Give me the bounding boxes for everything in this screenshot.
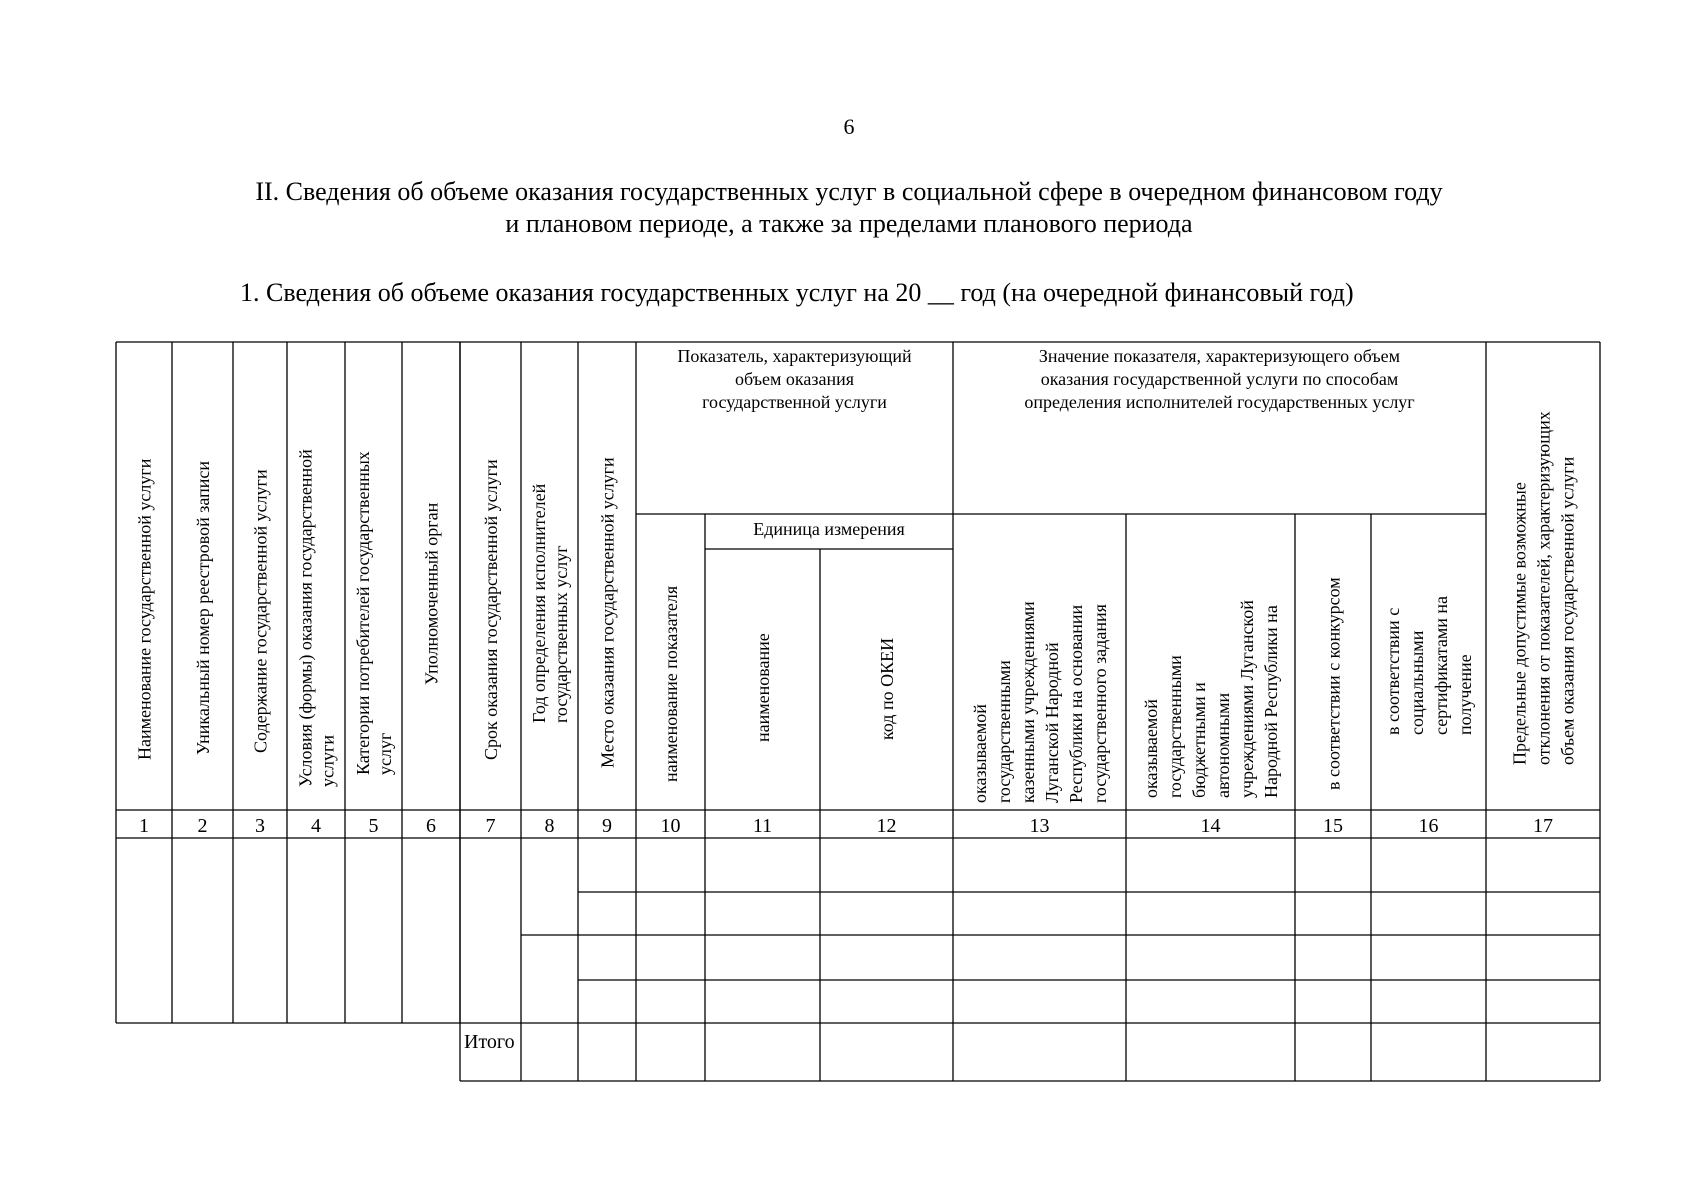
column-number-16: 16	[1418, 815, 1439, 837]
column-number-11: 11	[752, 815, 773, 837]
header-determination-year-line-1: Год определения исполнителей	[528, 483, 549, 723]
header-value-competition-line-1: в соответствии с конкурсом	[1323, 577, 1344, 790]
header-value-state-task-line-1: оказываемой	[969, 704, 990, 803]
column-number-4: 4	[311, 815, 321, 837]
header-value-state-task-line-2: государственными	[993, 660, 1014, 803]
header-value-budget-institutions-line-4: автономными	[1212, 692, 1233, 798]
header-value-state-task-line-4: Луганской Народной	[1041, 642, 1062, 803]
header-service-place-line-1: Место оказания государственной услуги	[597, 457, 618, 768]
header-value-state-task-line-6: государственного задания	[1089, 604, 1110, 803]
header-consumer-categories-line-1: Категории потребителей государственных	[352, 451, 373, 775]
header-value-group-line-1: Значение показателя, характеризующего объем	[1038, 346, 1401, 366]
header-permissible-deviations-line-1: Предельные допустимые возможные	[1509, 482, 1530, 765]
header-value-certificates-line-4: получение	[1454, 654, 1475, 735]
header-value-certificates-line-2: социальными	[1406, 630, 1427, 735]
header-authorized-body-line-1: Уполномоченный орган	[421, 502, 442, 685]
table-grid	[116, 342, 1600, 1081]
header-value-state-task-line-3: казенными учреждениями	[1017, 601, 1038, 803]
column-number-8: 8	[544, 815, 555, 837]
header-value-budget-institutions-line-1: оказываемой	[1140, 699, 1161, 798]
header-value-group-line-3: определения исполнителей государственных услуг	[1024, 392, 1415, 412]
header-value-certificates-line-1: в соответствии с	[1382, 607, 1403, 735]
column-number-15: 15	[1323, 815, 1343, 837]
page-number: 6	[843, 114, 855, 139]
header-consumer-categories-line-2: услуг	[374, 732, 395, 775]
header-service-conditions-line-2: услуги	[317, 735, 338, 787]
column-number-9: 9	[602, 815, 612, 837]
header-value-group-line-2: оказания государственной услуги по способам	[1040, 369, 1399, 389]
header-permissible-deviations-line-3: объем оказания государственной услуги	[1557, 456, 1578, 765]
table-labels	[134, 346, 1577, 1053]
section-title-line-2: и плановом периоде, а также за пределами планового периода	[505, 209, 1193, 238]
header-value-budget-institutions-line-3: бюджетными и	[1188, 682, 1209, 798]
total-label: Итого	[464, 1031, 515, 1053]
header-indicator-name-line-1: наименование показателя	[660, 585, 681, 782]
header-value-budget-institutions-line-6: Народной Республики на	[1260, 605, 1281, 798]
header-service-conditions-line-1: Условия (формы) оказания государственной	[295, 449, 316, 787]
header-okei-code-line-1: код по ОКЕИ	[876, 637, 897, 740]
header-value-budget-institutions-line-5: учреждениями Луганской	[1236, 600, 1257, 798]
header-service-content-line-1: Содержание государственной услуги	[250, 469, 271, 753]
column-number-6: 6	[426, 815, 436, 837]
header-indicator-group-line-2: объем оказания	[734, 369, 855, 389]
subsection-title: 1. Сведения об объеме оказания государственных услуг на 20 __ год (на очередной финансовый год)	[240, 278, 1354, 307]
column-number-17: 17	[1533, 815, 1553, 837]
column-number-3: 3	[255, 815, 265, 837]
header-registry-number-line-1: Уникальный номер реестровой записи	[192, 460, 213, 755]
header-unit-name-line-1: наименование	[752, 633, 773, 742]
header-service-name-line-1: Наименование государственной услуги	[134, 458, 155, 760]
header-value-budget-institutions-line-2: государственными	[1164, 655, 1185, 798]
header-service-term-line-1: Срок оказания государственной услуги	[480, 459, 501, 760]
column-number-2: 2	[197, 815, 208, 837]
column-number-14: 14	[1200, 815, 1221, 837]
header-unit-group-line-1: Единица измерения	[753, 519, 905, 539]
header-indicator-group-line-1: Показатель, характеризующий	[677, 346, 912, 366]
section-title-line-1: II. Сведения об объеме оказания государственных услуг в социальной сфере в очередном финансовом году	[255, 177, 1443, 206]
header-indicator-group-line-3: государственной услуги	[702, 392, 887, 412]
header-value-state-task-line-5: Республики на основании	[1065, 604, 1086, 803]
header-permissible-deviations-line-2: отклонения от показателей, характеризующих	[1533, 411, 1554, 765]
column-number-13: 13	[1029, 815, 1050, 837]
column-number-10: 10	[660, 815, 681, 837]
column-number-5: 5	[368, 815, 379, 837]
column-number-12: 12	[876, 815, 897, 837]
header-determination-year-line-2: государственных услуг	[550, 545, 571, 723]
column-number-7: 7	[485, 815, 496, 837]
column-number-1: 1	[139, 815, 149, 837]
header-value-certificates-line-3: сертификатами на	[1430, 596, 1451, 735]
